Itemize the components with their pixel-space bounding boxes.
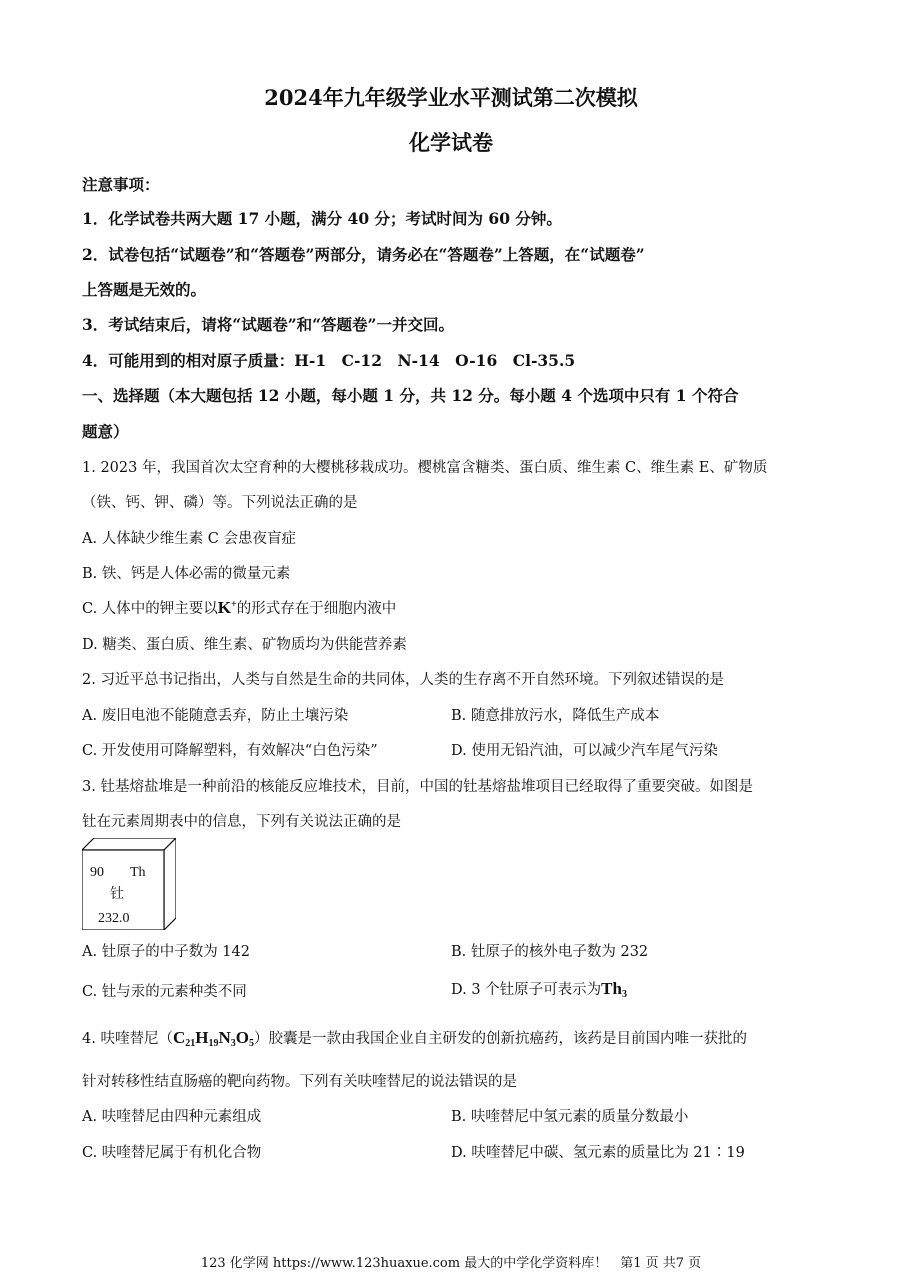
q2-option-d: D. 使用无铅汽油，可以减少汽车尾气污染 [451, 743, 718, 759]
potassium-ion [218, 598, 237, 617]
formula-element: C [172, 1028, 186, 1047]
formula-element: O [235, 1028, 249, 1047]
element-name: 钍 [110, 887, 124, 902]
q1-option-c-post: 的形式存在于细胞内液中 [236, 601, 397, 617]
page-footer: 123 化学网 https://www.123huaxue.com 最大的中学化学资料库！ 第1 页 共7 页 [200, 1256, 702, 1271]
formula-subscript: 3 [621, 989, 627, 1000]
q3-option-d-pre: D. 3 个钍原子可表示为 [451, 982, 602, 998]
q1-option-c [82, 597, 396, 618]
q3-option-c: C. 钍与汞的元素种类不同 [82, 984, 247, 1000]
fruquintinib-formula [173, 1028, 254, 1047]
q4-option-a: A. 呋喹替尼由四种元素组成 [82, 1109, 262, 1125]
notice-item-2: 2．试卷包括“试题卷”和“答题卷”两部分，请务必在“答题卷”上答题，在“试题卷” [82, 245, 645, 264]
q1-stem: 1. 2023 年，我国首次太空育种的大樱桃移栽成功。樱桃富含糖类、蛋白质、维生素 C、维生素 E、矿物质 [82, 460, 768, 476]
thorium-formula [601, 979, 627, 998]
q4-option-d: D. 呋喹替尼中碳、氢元素的质量比为 21∶19 [451, 1145, 745, 1161]
q1-stem-cont: （铁、钙、钾、磷）等。下列说法正确的是 [82, 495, 358, 511]
q2-stem: 2. 习近平总书记指出，人类与自然是生命的共同体，人类的生存离不开自然环境。下列叙述错误的是 [82, 672, 724, 688]
q1-option-a: A. 人体缺少维生素 C 会患夜盲症 [82, 531, 297, 547]
element-cell-figure [82, 838, 176, 930]
section-heading-cont: 题意） [82, 422, 129, 441]
q1-option-d: D. 糖类、蛋白质、维生素、矿物质均为供能营养素 [82, 637, 407, 653]
q4-option-b: B. 呋喹替尼中氢元素的质量分数最小 [451, 1109, 689, 1125]
formula-subscript: 21 [185, 1038, 196, 1049]
q1-option-c-pre: C. 人体中的钾主要以 [82, 601, 218, 617]
notice-heading: 注意事项： [82, 175, 160, 194]
formula-element: N [218, 1028, 231, 1047]
q2-option-a: A. 废旧电池不能随意丢弃，防止土壤污染 [82, 708, 349, 724]
q3-stem: 3. 钍基熔盐堆是一种前沿的核能反应堆技术，目前，中国的钍基熔盐堆项目已经取得了重要突破。如图是 [82, 779, 753, 795]
notice-item-1: 1．化学试卷共两大题 17 小题，满分 40 分；考试时间为 60 分钟。 [82, 209, 562, 228]
q4-stem [82, 1027, 747, 1049]
q3-stem-cont: 钍在元素周期表中的信息，下列有关说法正确的是 [82, 814, 401, 830]
ion-symbol: K [217, 598, 232, 617]
formula-symbol: Th [601, 979, 622, 998]
page-title: 2024年九年级学业水平测试第二次模拟 [264, 85, 638, 110]
notice-item-2-cont: 上答题是无效的。 [82, 280, 207, 299]
q4-option-c: C. 呋喹替尼属于有机化合物 [82, 1145, 262, 1161]
page-subtitle: 化学试卷 [409, 130, 493, 155]
formula-subscript: 5 [248, 1038, 254, 1049]
atomic-number: 90 [90, 865, 104, 880]
q3-option-a: A. 钍原子的中子数为 142 [82, 944, 250, 960]
q2-option-c: C. 开发使用可降解塑料，有效解决“白色污染” [82, 743, 378, 759]
element-symbol: Th [130, 865, 146, 880]
section-heading: 一、选择题（本大题包括 12 小题，每小题 1 分，共 12 分。每小题 4 个选项中只有 1 个符合 [82, 386, 739, 405]
formula-element: H [195, 1028, 209, 1047]
q4-stem-post: ）胶囊是一款由我国企业自主研发的创新抗癌药，该药是目前国内唯一获批的 [253, 1031, 747, 1047]
atomic-mass: 232.0 [98, 911, 130, 926]
q3-option-b: B. 钍原子的核外电子数为 232 [451, 944, 649, 960]
cube-side-face [164, 838, 176, 930]
ion-charge: + [231, 599, 237, 610]
q2-option-b: B. 随意排放污水，降低生产成本 [451, 708, 660, 724]
formula-subscript: 19 [208, 1038, 219, 1049]
q4-stem-cont: 针对转移性结直肠癌的靶向药物。下列有关呋喹替尼的说法错误的是 [82, 1074, 517, 1090]
notice-item-4: 4．可能用到的相对原子质量：H-1 C-12 N-14 O-16 Cl-35.5 [82, 351, 576, 370]
q4-stem-pre: 4. 呋喹替尼（ [82, 1031, 173, 1047]
formula-subscript: 3 [230, 1038, 236, 1049]
q3-option-d [451, 978, 627, 1000]
cube-top-face [82, 838, 176, 850]
q1-option-b: B. 铁、钙是人体必需的微量元素 [82, 566, 291, 582]
notice-item-3: 3．考试结束后，请将“试题卷”和“答题卷”一并交回。 [82, 315, 454, 334]
